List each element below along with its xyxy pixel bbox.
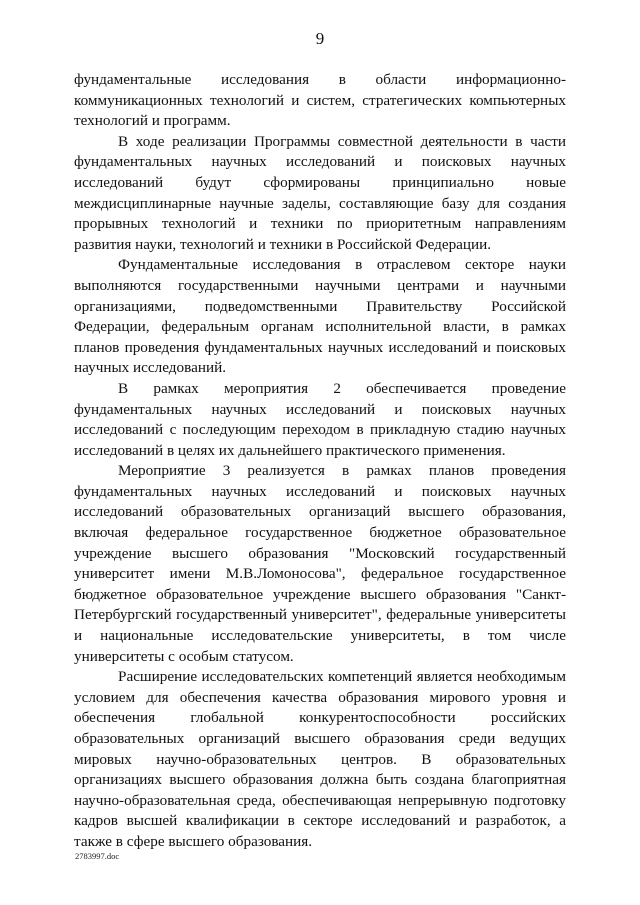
paragraph-continuation: фундаментальные исследования в области информационно-коммуникационных технологий и систем, стратегических компьютерных технологий и программ. (74, 71, 566, 130)
paragraph-measure-3: Мероприятие 3 реализуется в рамках планов проведения фундаментальных научных исследований и поисковых научных исследований образовательных организаций высшего образования, включая федеральное государственное бюджетное образовательное учреждение высшего образования "Московский государственный университет имени М.В.Ломоносова", федеральное государственное бюджетное образовательное учреждение высшего образования "Санкт-Петербургский государственный университет", федеральные университеты и национальные исследовательские университеты, в том числе университеты с особым статусом. (74, 462, 566, 665)
page-number: 9 (315, 29, 325, 48)
paragraph-joint-program: В ходе реализации Программы совместной деятельности в части фундаментальных научных исследований и поисковых научных исследований будут сформированы принципиально новые междисциплинарные научные заделы, составляющие базу для создания прорывных технологий и техники по приоритетным направлениям развития науки, технологий и техники в Российской Федерации. (74, 132, 566, 253)
paragraph-research-competencies: Расширение исследовательских компетенций является необходимым условием для обеспечения качества образования мирового уровня и обеспечения глобальной конкурентоспособности российских образовательных организаций высшего образования среди ведущих мировых научно-образовательных центров. В образовательных организациях высшего образования должна быть создана благоприятная научно-образовательная среда, обеспечивающая непрерывную подготовку кадров высшей квалификации в секторе исследований и разработок, а также в сфере высшего образования. (74, 668, 566, 850)
paragraph-measure-2: В рамках мероприятия 2 обеспечивается проведение фундаментальных научных исследований и поисковых научных исследований с последующим переходом в прикладную стадию научных исследований в целях их дальнейшего практического применения. (74, 379, 566, 459)
document-file-id: 2783997.doc (75, 851, 120, 861)
document-body (74, 70, 566, 853)
paragraph-industry-sector: Фундаментальные исследования в отраслевом секторе науки выполняются государственными научными центрами и научными организациями, подведомственными Правительству Российской Федерации, федеральным органам исполнительной власти, в рамках планов проведения фундаментальных научных исследований и поисковых научных исследований. (74, 256, 566, 377)
